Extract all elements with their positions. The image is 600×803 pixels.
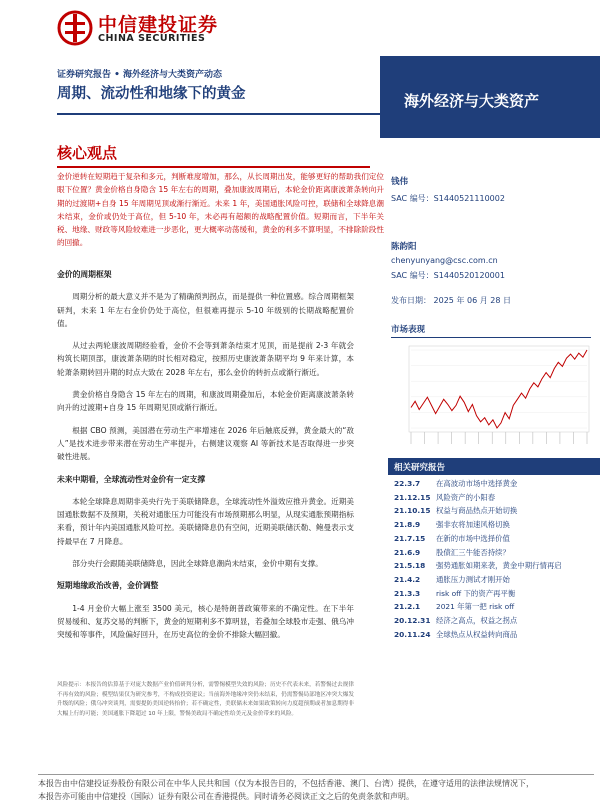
subsection-heading: 金价的周期框架 bbox=[57, 270, 112, 279]
paragraph: 部分央行会跟随美联储降息，因此全球降息潮尚未结束，金价中期有支撑。 bbox=[72, 559, 323, 569]
related-report-date: 21.6.9 bbox=[394, 547, 421, 557]
related-report-item[interactable] bbox=[394, 505, 517, 516]
publish-date: 发布日期： 2025 年 06 月 28 日 bbox=[391, 296, 511, 305]
related-report-title: 2021 年第一把 risk off bbox=[436, 602, 515, 612]
related-report-title: 通胀压力测试才刚开始 bbox=[436, 574, 510, 584]
subsection-heading: 短期地缘政治改善，金价调整 bbox=[57, 581, 159, 591]
paragraph: 1-4 月金价大幅上涨至 3500 美元，核心是特朗普政策带来的不确定性。在下半年贸易缓和、复苏交易的判断下，黄金的短期利多不算明显，若叠加全球股市走强、俄乌冲突缓和等事件，风险偏好回升，在历史高位的金价不排除大幅回撤。 bbox=[57, 603, 354, 640]
section-title: 核心观点 bbox=[57, 144, 118, 162]
logo-subtext: CHINA SECURITIES bbox=[98, 33, 206, 44]
related-report-date: 21.4.2 bbox=[394, 574, 421, 584]
footer-divider bbox=[38, 774, 594, 775]
logo-icon bbox=[57, 10, 93, 46]
related-report-title: 全球热点从权益转向商品 bbox=[436, 629, 518, 639]
market-divider bbox=[391, 337, 591, 338]
footer-line: 本报告亦可能由中信建投（国际）证券有限公司在香港提供。同时请务必阅读正文之后的免责条款和声明。 bbox=[38, 791, 414, 801]
risk-note: 风险提示：本报告的估算基于对庞大数据产业价值研判分析，需警惕模型失效的风险；历史不代表未来，若警惕过去规律不再有效的风险；模型结果仅为研究参考，不构成投资建议；当前海外地缘冲突仍未结束，仍需警惕局部地区冲突大爆发升级的风险；俄乌冲突谈判，需要提防美国逆转抬价；若不确定性，美联储未来如果政策转向力度超预期或者加息期得非大幅上行的可能；美国通胀下降超过 10 年上限，警惕美政局不确定性给美元及金价带来的风险。 bbox=[57, 682, 354, 717]
related-report-title: 在新的市场中选择价值 bbox=[436, 533, 510, 543]
paragraph: 黄金价格自身隐含 15 年左右的周期，和康波周期叠加后，本轮金价距离康波萧条转向升的过渡期+自身 15 年周期见顶或渐行渐近。 bbox=[57, 390, 354, 413]
paragraph: 周期分析的最大意义并不是为了精确预判拐点，而是提供一种位置感。综合周期框架研判，未来 1 年左右金价仍处于高位，但很难再提示 5-10 年级别的长期战略配置价值。 bbox=[57, 292, 354, 328]
related-report-date: 21.3.3 bbox=[394, 588, 421, 598]
analyst-name: 陈韵阳 bbox=[391, 242, 417, 252]
related-report-item[interactable] bbox=[394, 547, 510, 558]
related-report-date: 21.8.9 bbox=[394, 520, 421, 530]
title-divider bbox=[57, 113, 380, 115]
related-report-title: 风险资产的小阳春 bbox=[436, 492, 496, 502]
related-title: 相关研究报告 bbox=[394, 463, 446, 473]
related-report-date: 21.7.15 bbox=[394, 533, 426, 543]
related-report-item[interactable] bbox=[394, 629, 517, 640]
subsection-heading: 未来中期看，全球流动性对金价有一定支撑 bbox=[57, 474, 206, 484]
related-report-item[interactable] bbox=[394, 601, 514, 612]
related-report-item[interactable] bbox=[394, 574, 510, 585]
paragraph: 根据 CBO 预测，美国潜在劳动生产率增速在 2026 年后触底反弹，黄金最大的“敌人”是技术进步带来潜在劳动生产率提升，右侧建议观察 AI 等新技术是否取得进一步突破性进展。 bbox=[57, 425, 354, 462]
breadcrumb: 证券研究报告 • 海外经济与大类资产动态 bbox=[57, 70, 223, 80]
related-report-date: 22.3.7 bbox=[394, 479, 421, 488]
analyst-sac: SAC 编号：S1440520120001 bbox=[391, 271, 505, 280]
market-chart bbox=[391, 342, 593, 452]
analyst-name: 钱伟 bbox=[391, 177, 409, 187]
related-report-item[interactable] bbox=[394, 519, 510, 530]
related-report-date: 21.12.15 bbox=[394, 492, 431, 502]
section-divider bbox=[57, 166, 370, 168]
core-summary: 金价逆转在短期趋于复杂和多元，判断难度增加，那么，从长周期出发，能够更好的帮助我们定位眼下位置？黄金价格自身隐含 15 年左右的周期，叠加康波周期后，本轮金价距离康波萧条转向升期的过渡期+自身 15 年周期见顶或渐行渐近。未来 1 年，美国通胀风险可控，联储和全球降息潮未结束，金价或仍处于高位，但 5-10 年，未必再有超额的战略配置价值。短期而言，下半年关税、地缘、财政等风险较难进一步恶化，更大概率动荡缓和，黄金的利多不算明显，不排除阶段性的回撤。 bbox=[57, 172, 384, 248]
related-report-date: 20.11.24 bbox=[394, 629, 431, 639]
related-report-item[interactable] bbox=[394, 560, 562, 571]
paragraph: 从过去两轮康波周期经验看，金价不会等到萧条结束才见顶，而是提前 2-3 年就会构筑长期顶部，康波萧条期的时长相对稳定，按照历史康波萧条期平均 9 年来计算，本轮萧条期转回升期的时点大致在 2028 年左右，那么金价的转折点或渐行渐近。 bbox=[57, 341, 354, 377]
related-report-title: 股债汇三牛能否持续？ bbox=[436, 547, 510, 557]
logo-text: 中信建投证券 bbox=[98, 14, 219, 36]
analyst-sac: SAC 编号：S1440521110002 bbox=[391, 194, 505, 203]
related-report-title: 强势通胀如期来袭，黄金中期行情再启 bbox=[436, 561, 562, 571]
body-text bbox=[57, 268, 354, 642]
related-report-item[interactable] bbox=[394, 615, 517, 626]
related-report-date: 20.12.31 bbox=[394, 616, 431, 625]
related-report-title: 经济之高点，权益之拐点 bbox=[436, 616, 518, 625]
page-title: 周期、流动性和地缘下的黄金 bbox=[57, 86, 246, 102]
footer-line: 本报告由中信建投证券股份有限公司在中华人民共和国（仅为本报告目的，不包括香港、澳门、台湾）提供，在遵守适用的法律法规情况下， bbox=[38, 779, 534, 788]
footer-disclaimer bbox=[38, 778, 594, 803]
related-report-item[interactable] bbox=[394, 588, 515, 599]
paragraph: 本轮全球降息周期非美央行先于美联储降息，全球流动性外溢效应推升黄金。近期美国通胀数据不及预期，关税对通胀压力可能没有市场预期那么明显，从现实通胀预期指标来看，预计年内美国通胀风险可控。美联储降息仍有空间，近期美联储沃勒、鲍曼表示支持最早在 7 月降息。 bbox=[57, 496, 354, 546]
related-report-date: 21.10.15 bbox=[394, 506, 431, 516]
related-report-title: 在高波动市场中选择黄金 bbox=[436, 479, 518, 488]
related-report-date: 21.2.1 bbox=[394, 602, 421, 612]
related-report-title: 权益与商品热点开始切换 bbox=[436, 506, 518, 516]
related-report-item[interactable] bbox=[394, 492, 495, 503]
category-banner-text: 海外经济与大类资产 bbox=[404, 92, 540, 110]
related-report-date: 21.5.18 bbox=[394, 561, 426, 571]
related-report-item[interactable] bbox=[394, 478, 517, 489]
related-report-title: 强非农将加速风格切换 bbox=[436, 520, 510, 530]
related-report-item[interactable] bbox=[394, 533, 510, 544]
related-report-title: risk off 下的资产再平衡 bbox=[436, 588, 516, 598]
analyst-email[interactable]: chenyunyang@csc.com.cn bbox=[391, 256, 498, 265]
market-title: 市场表现 bbox=[391, 325, 426, 335]
